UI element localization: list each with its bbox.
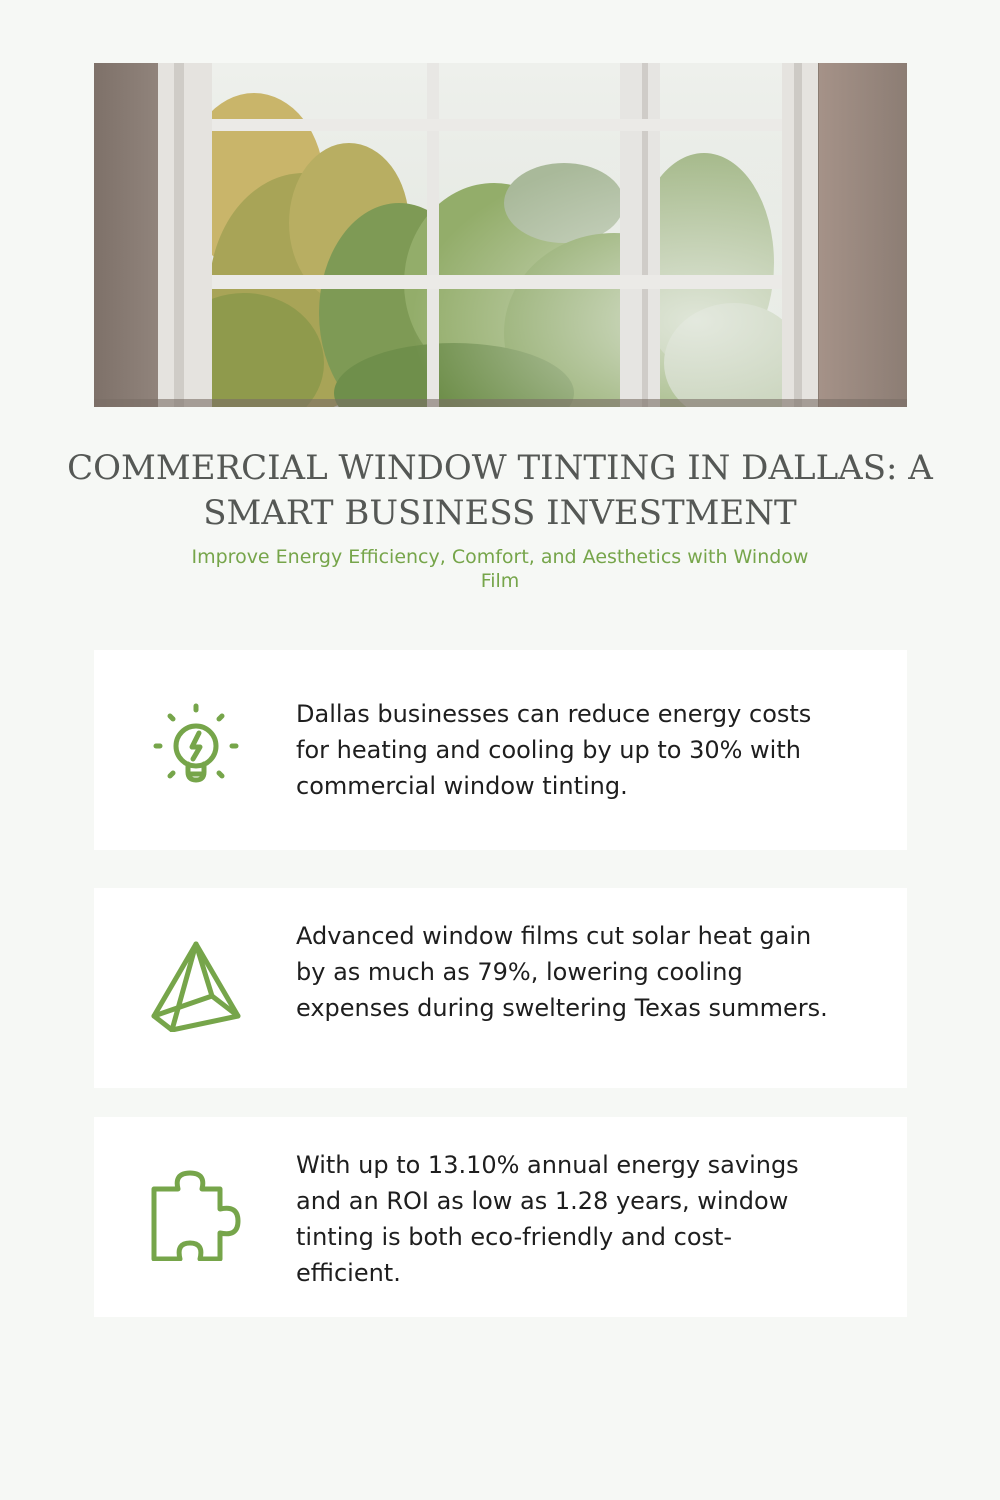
page-title: COMMERCIAL WINDOW TINTING IN DALLAS: A SMART BUSINESS INVESTMENT xyxy=(67,448,933,533)
info-card-savings xyxy=(94,1117,907,1317)
page-subtitle: Improve Energy Efficiency, Comfort, and Aesthetics with Window Film xyxy=(191,546,809,592)
info-card-energy-text: Dallas businesses can reduce energy costs for heating and cooling by up to 30% with commercial window tinting. xyxy=(296,700,812,800)
info-card-savings-text: With up to 13.10% annual energy savings and an ROI as low as 1.28 years, window tinting is both eco-friendly and cost-efficient. xyxy=(296,1151,799,1287)
info-card-energy xyxy=(94,650,907,850)
lightbulb-energy-icon xyxy=(150,702,242,794)
pyramid-icon xyxy=(150,940,242,1032)
info-card-solar-text: Advanced window films cut solar heat gain by as much as 79%, lowering cooling expenses during sweltering Texas summers. xyxy=(296,922,828,1022)
info-card-solar xyxy=(94,888,907,1088)
hero-window-photo xyxy=(94,63,907,407)
puzzle-piece-icon xyxy=(150,1169,242,1261)
